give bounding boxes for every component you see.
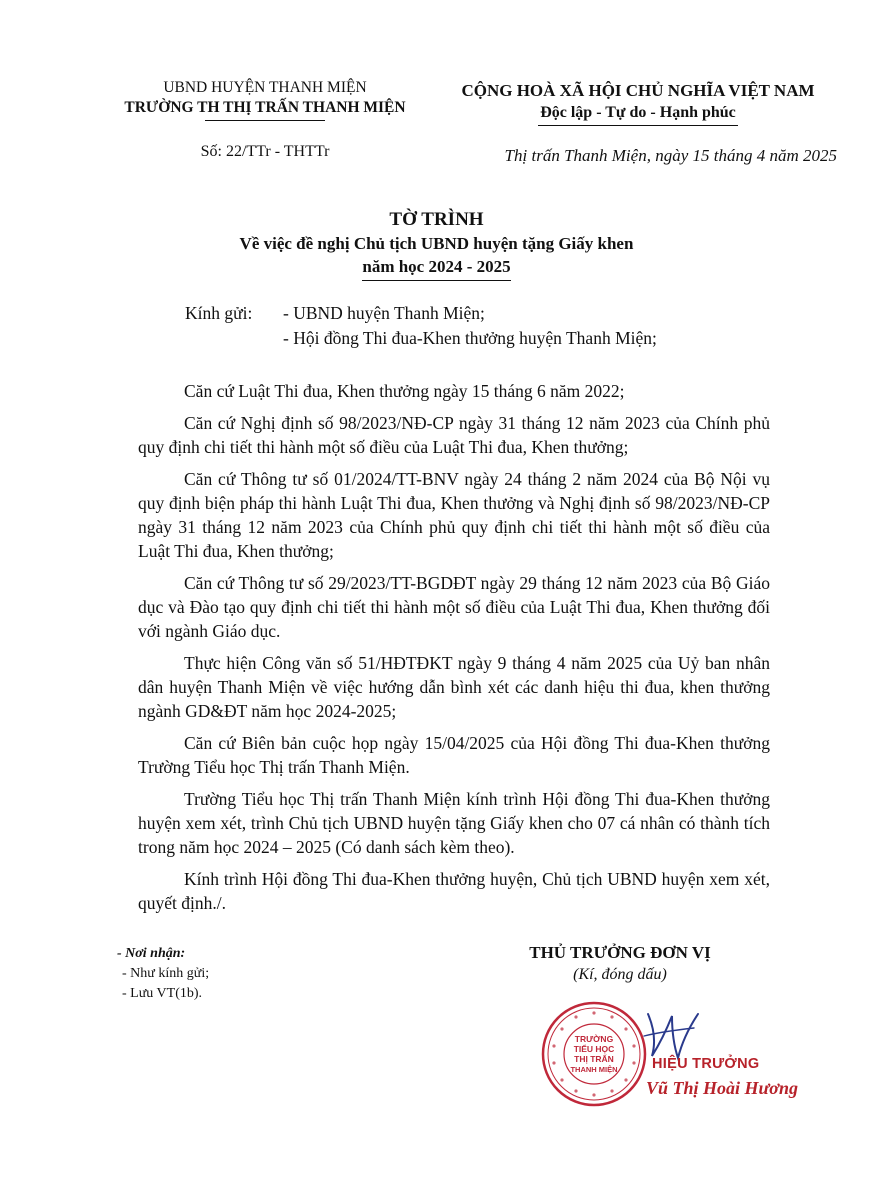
body-paragraph: Căn cứ Thông tư số 29/2023/TT-BGDĐT ngày 29 tháng 12 năm 2023 của Bộ Giáo dục và Đào tạo quy định chi tiết thi hành một số điều của Luật Thi đua, Khen thưởng đối với ngành Giáo dục.	[138, 573, 770, 641]
receiver-item: - Như kính gửi;	[122, 966, 210, 981]
recipients	[185, 301, 657, 351]
recipients-label: Kính gửi:	[185, 303, 253, 323]
issuing-agency	[112, 78, 418, 161]
document-number: Số: 22/TTr - THTTr	[200, 143, 330, 160]
agency-underline	[205, 120, 325, 121]
seal-text-line: TIỂU HỌC	[573, 1044, 615, 1054]
document-body	[138, 379, 770, 923]
nation-name: CỘNG HOÀ XÃ HỘI CHỦ NGHĨA VIỆT NAM	[461, 81, 815, 100]
signer-note: (Kí, đóng dấu)	[573, 966, 667, 983]
signature-block	[470, 942, 770, 986]
body-paragraph: Căn cứ Biên bản cuộc họp ngày 15/04/2025 của Hội đồng Thi đua-Khen thưởng Trường Tiểu học Thị trấn Thanh Miện.	[138, 733, 770, 777]
seal-text-line: TRƯỜNG	[574, 1034, 614, 1044]
document-title-block	[0, 208, 873, 281]
seal-text-line: THANH MIỆN	[570, 1065, 618, 1074]
receivers-block	[117, 944, 209, 1004]
national-header	[430, 80, 846, 126]
school-name: TRƯỜNG TH THỊ TRẤN THANH MIỆN	[124, 99, 406, 116]
body-paragraph: Căn cứ Nghị định số 98/2023/NĐ-CP ngày 31 tháng 12 năm 2023 của Chính phủ quy định chi tiết thi hành một số điều của Luật Thi đua, Khen thưởng;	[138, 413, 770, 457]
seal-text-line: THỊ TRẤN	[574, 1054, 614, 1064]
document-subject: Về việc đề nghị Chủ tịch UBND huyện tặng Giấy khen	[239, 234, 634, 253]
recipient-item: - Hội đồng Thi đua-Khen thưởng huyện Thanh Miện;	[283, 328, 657, 348]
receiver-item: - Lưu VT(1b).	[122, 986, 203, 1001]
signer-name: Vũ Thị Hoài Hương	[646, 1078, 798, 1098]
place-date: Thị trấn Thanh Miện, ngày 15 tháng 4 năm 2025	[504, 146, 837, 165]
official-seal-icon	[540, 1000, 648, 1108]
recipient-item: - UBND huyện Thanh Miện;	[283, 303, 485, 323]
document-title: TỜ TRÌNH	[389, 209, 484, 230]
body-paragraph: Căn cứ Luật Thi đua, Khen thưởng ngày 15 tháng 6 năm 2022;	[184, 381, 625, 401]
body-paragraph: Kính trình Hội đồng Thi đua-Khen thưởng huyện, Chủ tịch UBND huyện xem xét, quyết định./.	[138, 869, 770, 913]
body-paragraph: Trường Tiểu học Thị trấn Thanh Miện kính trình Hội đồng Thi đua-Khen thưởng huyện xem xét, trình Chủ tịch UBND huyện tặng Giấy khen cho 07 cá nhân có thành tích trong năm học 2024 – 2025 (Có danh sách kèm theo).	[138, 789, 770, 857]
document-subject-year: năm học 2024 - 2025	[362, 255, 510, 281]
signer-role: THỦ TRƯỞNG ĐƠN VỊ	[529, 943, 711, 962]
national-motto: Độc lập - Tự do - Hạnh phúc	[538, 102, 738, 126]
signer-title: HIỆU TRƯỞNG	[652, 1056, 760, 1072]
receivers-heading: - Nơi nhận:	[117, 946, 186, 961]
body-paragraph: Thực hiện Công văn số 51/HĐTĐKT ngày 9 tháng 4 năm 2025 của Uỷ ban nhân dân huyện Thanh Miện về việc hướng dẫn bình xét các danh hiệu thi đua, khen thưởng ngành GD&ĐT năm học 2024-2025;	[138, 653, 770, 721]
body-paragraph: Căn cứ Thông tư số 01/2024/TT-BNV ngày 24 tháng 2 năm 2024 của Bộ Nội vụ quy định biện pháp thi hành Luật Thi đua, Khen thưởng và Nghị định số 98/2023/NĐ-CP ngày 31 tháng 12 năm 2023 của Chính phủ quy định chi tiết thi hành một số điều của Luật Thi đua, Khen thưởng;	[138, 469, 770, 561]
parent-agency: UBND HUYỆN THANH MIỆN	[163, 79, 367, 96]
